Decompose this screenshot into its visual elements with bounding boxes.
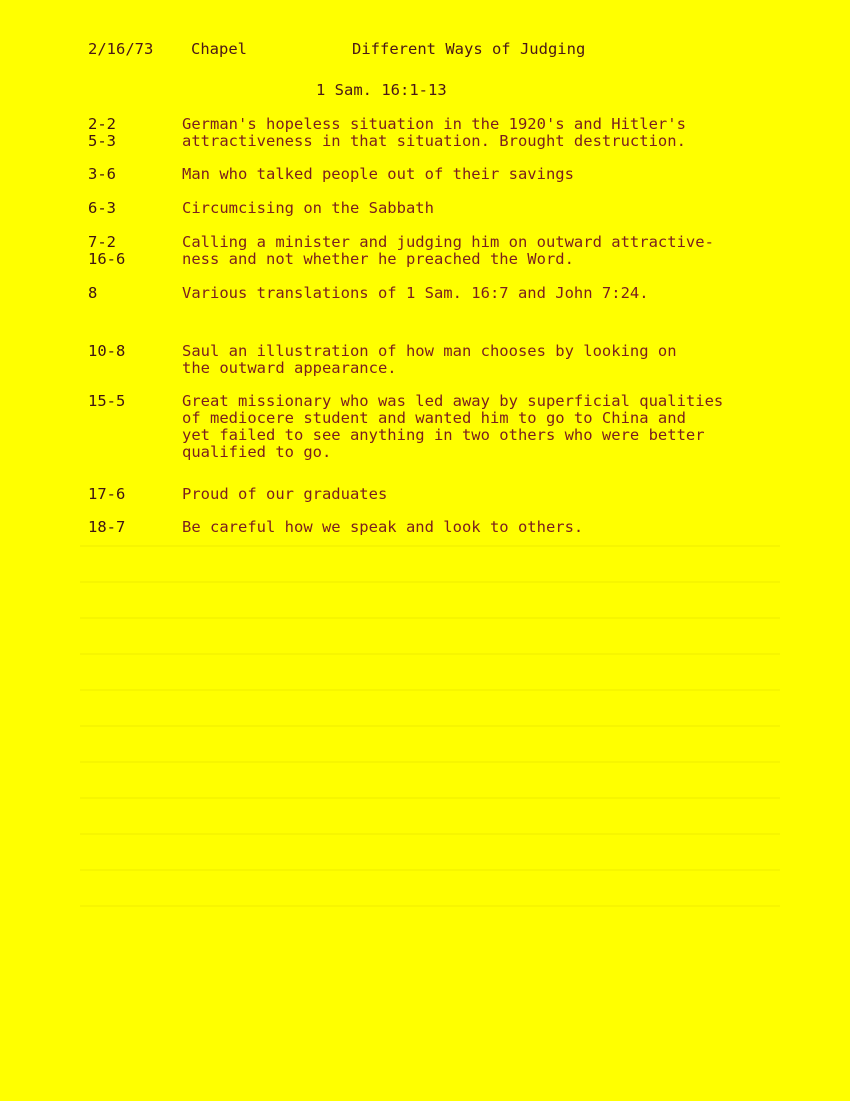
- entry-code: 2-2 5-3: [88, 115, 116, 150]
- entry-code: 8: [88, 284, 98, 302]
- entry-text: German's hopeless situation in the 1920's and Hitler's attractiveness in that situation. Brought destruction.: [182, 115, 686, 150]
- entry-code: 6-3: [88, 199, 116, 217]
- entry-text: Proud of our graduates: [182, 485, 388, 503]
- entry-text: Calling a minister and judging him on outward attractive- ness and not whether he preached the Word.: [182, 233, 714, 268]
- header-date: 2/16/73: [88, 40, 154, 58]
- entry-code: 18-7: [88, 518, 126, 536]
- entry-code: 7-2 16-6: [88, 233, 126, 268]
- entry-text: Be careful how we speak and look to others.: [182, 518, 584, 536]
- bleed-through-texture: [80, 545, 780, 965]
- entry-code: 15-5: [88, 392, 126, 410]
- entry-text: Saul an illustration of how man chooses by looking on the outward appearance.: [182, 342, 677, 377]
- entry-code: 17-6: [88, 485, 126, 503]
- entry-text: Man who talked people out of their savings: [182, 165, 574, 183]
- scripture-reference: 1 Sam. 16:1-13: [316, 81, 447, 99]
- entry-code: 10-8: [88, 342, 126, 360]
- entry-text: Great missionary who was led away by superficial qualities of mediocere student and wanted him to go to China and yet failed to see anything in two others who were better qualified to go.: [182, 392, 724, 461]
- entry-text: Circumcising on the Sabbath: [182, 199, 434, 217]
- header-place: Chapel: [191, 40, 247, 58]
- header-title: Different Ways of Judging: [352, 40, 586, 58]
- entry-code: 3-6: [88, 165, 116, 183]
- entry-text: Various translations of 1 Sam. 16:7 and John 7:24.: [182, 284, 649, 302]
